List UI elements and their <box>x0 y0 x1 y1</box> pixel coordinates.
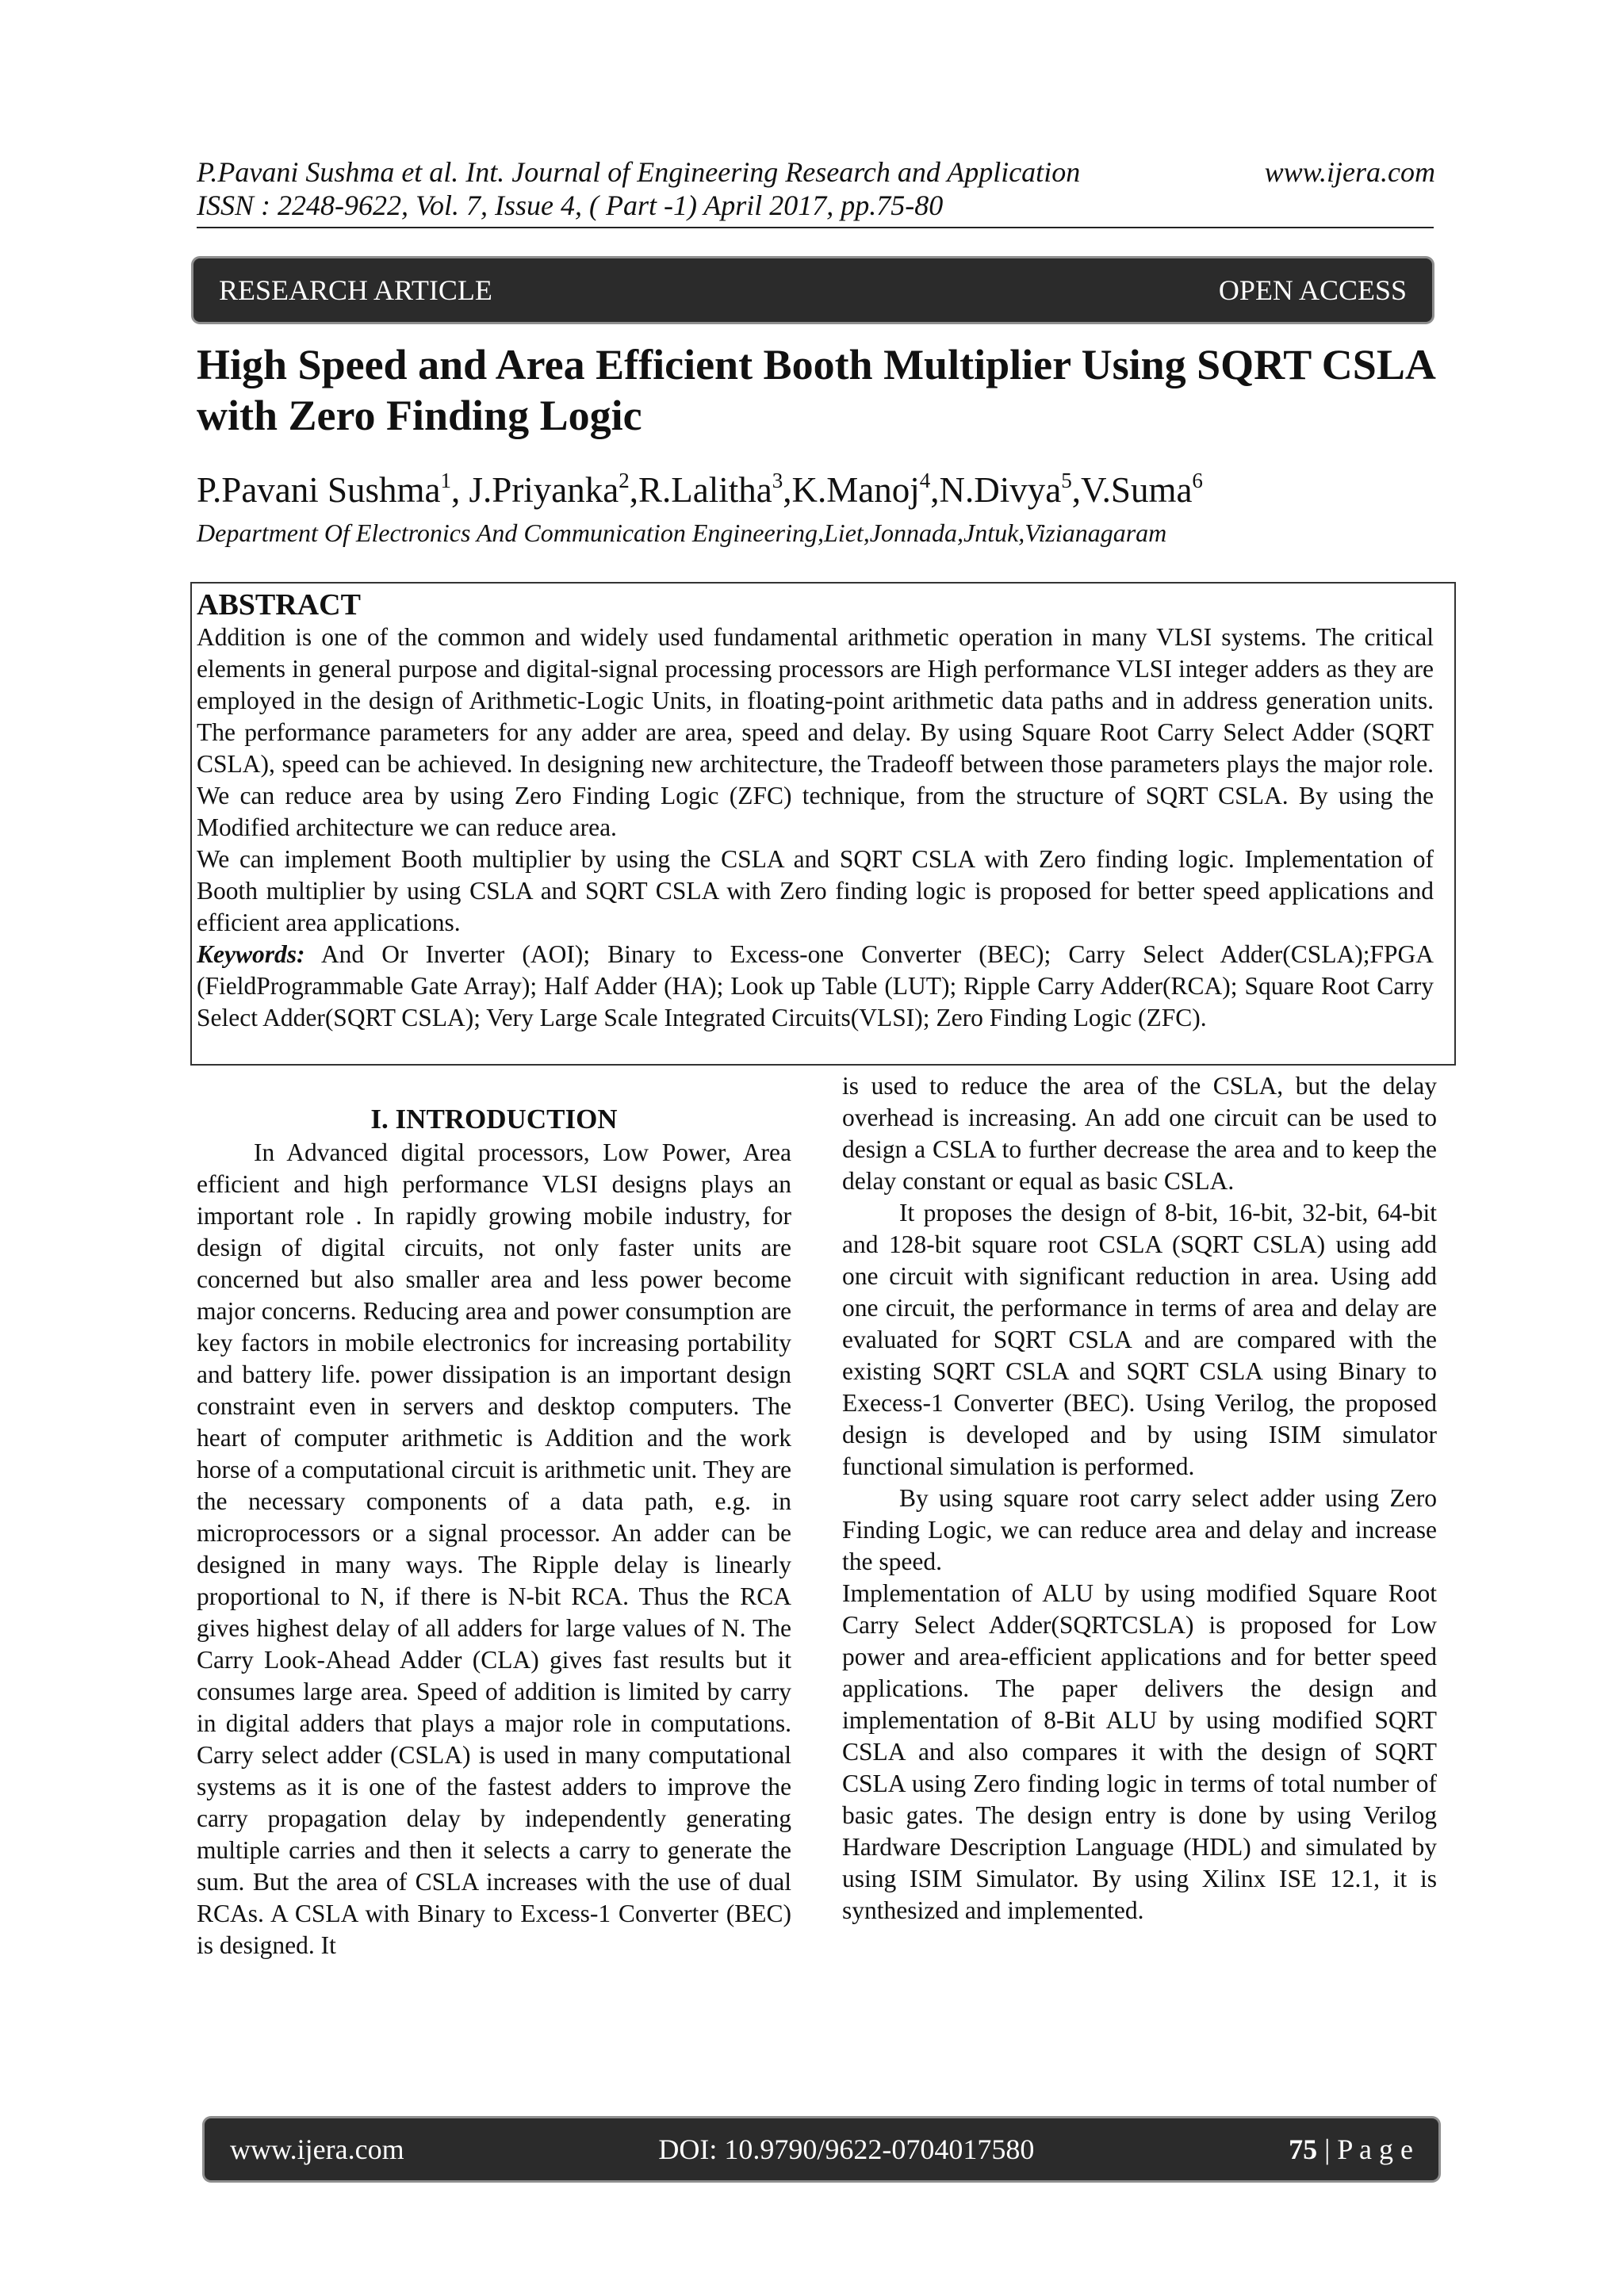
keywords-text: And Or Inverter (AOI); Binary to Excess-one Converter (BEC); Carry Select Adder(CSLA);FPGA (FieldProgrammable Gate Array); Half Adder (HA); Look up Table (LUT); Ripple Carry Adder(RCA); Square Root Carry Select Adder(SQRT CSLA); Very Large Scale Integrated Circuits(VLSI); Zero Finding Logic (ZFC). <box>197 940 1434 1031</box>
author-separator: , <box>930 470 940 510</box>
abstract-paragraph: Addition is one of the common and widely used fundamental arithmetic operation in many VLSI systems. The critical elements in general purpose and digital-signal processing processors are High performance VLSI integer adders as they are employed in the design of Arithmetic-Logic Units, in floating-point arithmetic data paths and in address generation units. The performance parameters for any adder are area, speed and delay. By using Square Root Carry Select Adder (SQRT CSLA), speed can be achieved. In designing new architecture, the Tradeoff between those parameters plays the major role. We can reduce area by using Zero Finding Logic (ZFC) technique, from the structure of SQRT CSLA. By using the Modified architecture we can reduce area. <box>197 623 1434 841</box>
footer-doi: DOI: 10.9790/9622-0704017580 <box>658 2133 1035 2165</box>
footer-page <box>1289 2133 1413 2166</box>
author-affiliation: Department Of Electronics And Communication Engineering,Liet,Jonnada,Jntuk,Vizianagaram <box>197 519 1167 547</box>
page-label: | P a g e <box>1317 2133 1413 2165</box>
section-heading-introduction: I. INTRODUCTION <box>370 1104 618 1135</box>
right-column <box>842 1070 1437 1927</box>
author-affil-mark: 2 <box>619 469 630 492</box>
author-separator: , <box>783 470 792 510</box>
author-affil-mark: 4 <box>919 469 931 492</box>
body-paragraph: It proposes the design of 8-bit, 16-bit, 32-bit, 64-bit and 128-bit square root CSLA (SQRT CSLA) using add one circuit with significant reduction in area. Using add one circuit, the performance in terms of area and delay are evaluated for SQRT CSLA and are compared with the existing SQRT CSLA and SQRT CSLA using Binary to Execess-1 Converter (BEC). Using Verilog, the proposed design is developed and by using ISIM simulator functional simulation is performed. <box>842 1199 1437 1480</box>
author-affil-mark: 6 <box>1192 469 1203 492</box>
running-header-issn: ISSN : 2248-9622, Vol. 7, Issue 4, ( Part -1) April 2017, pp.75-80 <box>197 189 944 221</box>
abstract-heading: ABSTRACT <box>197 588 361 622</box>
body-paragraph: Implementation of ALU by using modified Square Root Carry Select Adder(SQRTCSLA) is proposed for Low power and area-efficient applications and for better speed applications. The paper delivers the design and implementation of 8-Bit ALU by using modified SQRT CSLA and also compares it with the design of SQRT CSLA using Zero finding logic in terms of total number of basic gates. The design entry is done by using Verilog Hardware Description Language (HDL) and simulated by using ISIM Simulator. By using Xilinx ISE 12.1, it is synthesized and implemented. <box>842 1579 1437 1924</box>
author-separator: , <box>1071 470 1081 510</box>
body-paragraph: is used to reduce the area of the CSLA, but the delay overhead is increasing. An add one circuit can be used to design a CSLA to further decrease the area and to keep the delay constant or equal as basic CSLA. <box>842 1072 1437 1195</box>
body-paragraph: By using square root carry select adder using Zero Finding Logic, we can reduce area and delay and increase the speed. <box>842 1484 1437 1575</box>
author-affil-mark: 5 <box>1061 469 1072 492</box>
running-header-site: www.ijera.com <box>1264 156 1435 188</box>
page-number: 75 <box>1289 2133 1318 2165</box>
keywords-label: Keywords: <box>197 940 305 968</box>
keywords <box>197 939 1434 1034</box>
left-column <box>197 1102 791 1961</box>
abstract-body <box>197 622 1434 1034</box>
author-name: P.Pavani Sushma <box>197 470 441 510</box>
author-name: R.Lalitha <box>638 470 772 510</box>
article-type-banner <box>193 258 1432 322</box>
author-separator: , <box>629 470 639 510</box>
author-affil-mark: 1 <box>440 469 452 492</box>
author-name: V.Suma <box>1080 470 1193 510</box>
author-name: J.Priyanka <box>469 470 619 510</box>
open-access-label: OPEN ACCESS <box>1218 274 1407 306</box>
footer-site: www.ijera.com <box>230 2133 404 2165</box>
abstract-paragraph: We can implement Booth multiplier by using the CSLA and SQRT CSLA with Zero finding logic. Implementation of Booth multiplier by using CSLA and SQRT CSLA with Zero finding logic is proposed for better speed applications and efficient area applications. <box>197 845 1434 936</box>
author-list <box>197 468 1203 512</box>
author-name: K.Manoj <box>791 470 920 510</box>
body-paragraph: In Advanced digital processors, Low Power, Area efficient and high performance VLSI designs plays an important role . In rapidly growing mobile industry, for design of digital circuits, not only faster units are concerned but also smaller area and less power become major concerns. Reducing area and power consumption are key factors in mobile electronics for increasing portability and battery life. power dissipation is an important design constraint even in servers and desktop computers. The heart of computer arithmetic is Addition and the work horse of a computational circuit is arithmetic unit. They are the necessary components of a data path, e.g. in microprocessors or a signal processor. An adder can be designed in many ways. The Ripple delay is linearly proportional to N, if there is N-bit RCA. Thus the RCA gives highest delay of all adders for large values of N. The Carry Look-Ahead Adder (CLA) gives fast results but it consumes large area. Speed of addition is limited by carry in digital adders that plays a major role in computations. Carry select adder (CSLA) is used in many computational systems as it is one of the fastest adders to improve the carry propagation delay by independently generating multiple carries and then it selects a carry to generate the sum. But the area of CSLA increases with the use of dual RCAs. A CSLA with Binary to Excess-1 Converter (BEC) is designed. It <box>197 1138 791 1959</box>
paper-title: High Speed and Area Efficient Booth Multiplier Using SQRT CSLA with Zero Finding Logic <box>197 341 1434 439</box>
author-affil-mark: 3 <box>772 469 783 492</box>
author-name: N.Divya <box>939 470 1062 510</box>
header-divider <box>197 227 1434 228</box>
author-separator: , <box>451 470 469 510</box>
research-article-label: RESEARCH ARTICLE <box>219 274 492 306</box>
running-header-journal: P.Pavani Sushma et al. Int. Journal of Engineering Research and Application <box>197 156 1081 188</box>
page-footer <box>205 2118 1438 2180</box>
